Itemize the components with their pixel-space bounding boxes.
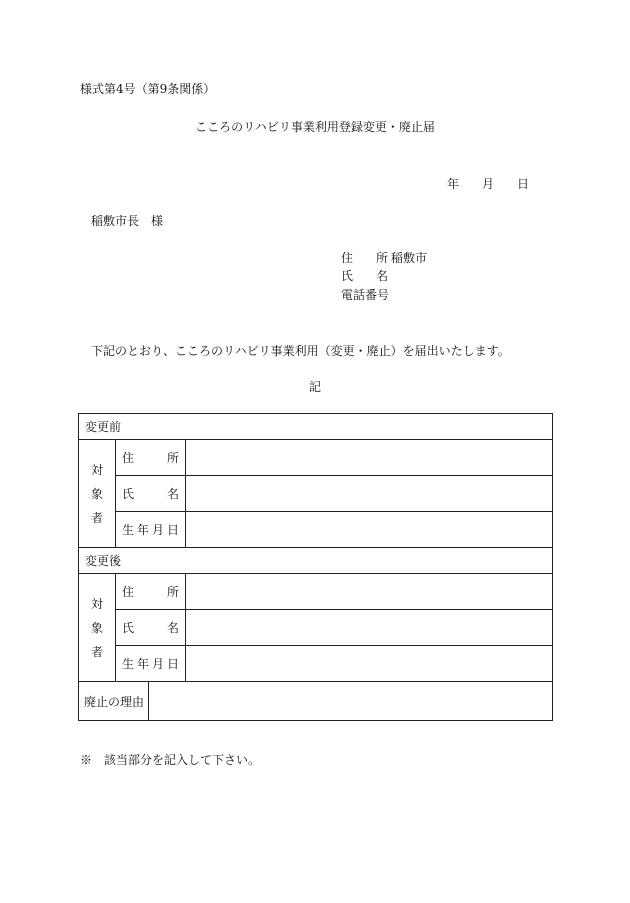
after-address-label: 住 所 bbox=[116, 574, 186, 610]
intro-text: 下記のとおり、こころのリハビリ事業利用（変更・廃止）を届出いたします。 bbox=[91, 344, 510, 358]
reason-field[interactable] bbox=[149, 682, 553, 721]
applicant-phone bbox=[341, 286, 389, 303]
before-birthdate-field[interactable] bbox=[186, 512, 553, 548]
after-name-field[interactable] bbox=[186, 610, 553, 646]
date-day-label: 日 bbox=[517, 177, 530, 191]
before-address-field[interactable] bbox=[186, 440, 553, 476]
before-section-header: 変更前 bbox=[79, 414, 553, 440]
document-title: こころのリハビリ事業利用登録変更・廃止届 bbox=[195, 120, 435, 134]
applicant-address bbox=[341, 249, 427, 266]
addressee: 稲敷市長 様 bbox=[91, 214, 164, 228]
before-target-label: 対 象 者 bbox=[79, 440, 116, 548]
applicant-address-value: 稲敷市 bbox=[391, 251, 428, 265]
date-year-label: 年 bbox=[447, 177, 460, 191]
after-target-label: 対 象 者 bbox=[79, 574, 116, 682]
before-name-label: 氏 名 bbox=[116, 476, 186, 512]
applicant-name bbox=[341, 267, 391, 284]
registration-change-table bbox=[78, 413, 553, 721]
ki-heading: 記 bbox=[308, 380, 321, 394]
after-birthdate-field[interactable] bbox=[186, 646, 553, 682]
applicant-phone-label: 電話番号 bbox=[341, 288, 390, 302]
after-section-header: 変更後 bbox=[79, 548, 553, 574]
after-address-field[interactable] bbox=[186, 574, 553, 610]
before-name-field[interactable] bbox=[186, 476, 553, 512]
applicant-address-label: 住 所 bbox=[341, 251, 388, 265]
after-name-label: 氏 名 bbox=[116, 610, 186, 646]
date-month-label: 月 bbox=[482, 177, 495, 191]
after-birthdate-label: 生 年 月 日 bbox=[116, 646, 186, 682]
form-number: 様式第4号（第9条関係） bbox=[80, 82, 216, 96]
applicant-name-label: 氏 名 bbox=[341, 269, 388, 283]
before-birthdate-label: 生 年 月 日 bbox=[116, 512, 186, 548]
footnote: ※ 該当部分を記入して下さい。 bbox=[80, 753, 261, 767]
before-address-label: 住 所 bbox=[116, 440, 186, 476]
reason-label: 廃止の理由 bbox=[79, 682, 149, 721]
